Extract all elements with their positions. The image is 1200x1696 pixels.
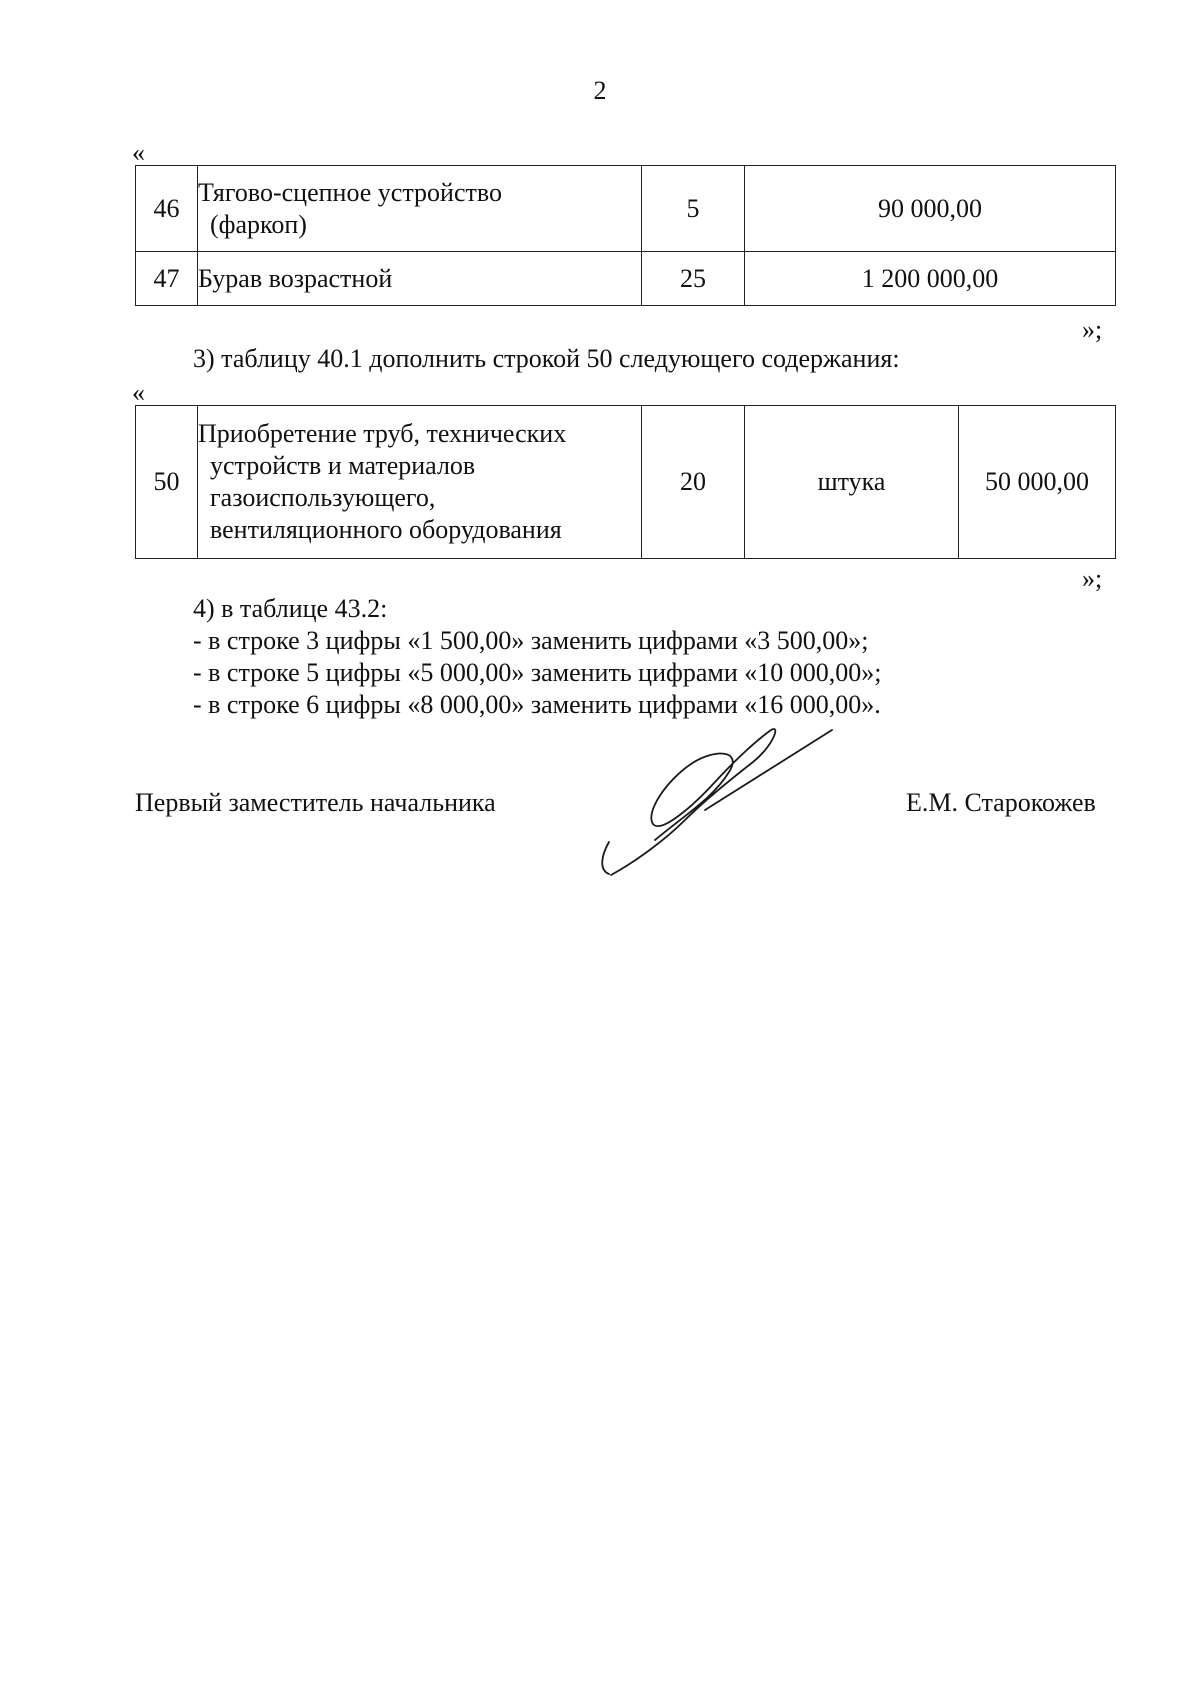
item-4-line: - в строке 5 цифры «5 000,00» заменить цифрами «10 000,00»; (193, 658, 882, 687)
open-quote-2: « (132, 378, 145, 407)
item-4-heading: 4) в таблице 43.2: (193, 594, 388, 623)
item-price: 50 000,00 (959, 406, 1116, 559)
table-row (136, 252, 1116, 306)
item-name-line: Тягово-сцепное устройство (198, 177, 502, 207)
item-price: 90 000,00 (745, 166, 1116, 252)
items-table-2 (135, 405, 1116, 559)
item-unit: штука (745, 406, 959, 559)
handwritten-signature (595, 720, 845, 880)
table-row (136, 166, 1116, 252)
signer-name: Е.М. Старокожев (906, 788, 1096, 817)
item-name-line: газоиспользующего, (210, 483, 436, 512)
close-quote-2: »; (1082, 564, 1103, 593)
item-price: 1 200 000,00 (745, 252, 1116, 306)
open-quote-1: « (132, 138, 145, 167)
item-quantity: 25 (642, 252, 745, 306)
signer-position: Первый заместитель начальника (135, 788, 496, 817)
row-number: 47 (136, 252, 198, 306)
item-name: Бурав возрастной (198, 252, 642, 306)
row-number: 46 (136, 166, 198, 252)
item-4-line: - в строке 6 цифры «8 000,00» заменить цифрами «16 000,00». (193, 690, 881, 719)
item-name-cell (198, 406, 642, 559)
table-row (136, 406, 1116, 559)
item-name-line: Приобретение труб, технических (198, 419, 567, 448)
item-name-cell (198, 166, 642, 252)
item-name-line: (фаркоп) (210, 209, 307, 239)
item-quantity: 20 (642, 406, 745, 559)
close-quote-1: »; (1082, 315, 1103, 344)
page-number: 2 (593, 76, 607, 105)
items-table-1 (135, 165, 1116, 306)
item-name-line: вентиляционного оборудования (210, 515, 562, 544)
item-3-text: 3) таблицу 40.1 дополнить строкой 50 следующего содержания: (193, 344, 900, 373)
row-number: 50 (136, 406, 198, 559)
item-quantity: 5 (642, 166, 745, 252)
item-name-line: устройств и материалов (210, 451, 476, 480)
item-4-line: - в строке 3 цифры «1 500,00» заменить цифрами «3 500,00»; (193, 626, 869, 655)
